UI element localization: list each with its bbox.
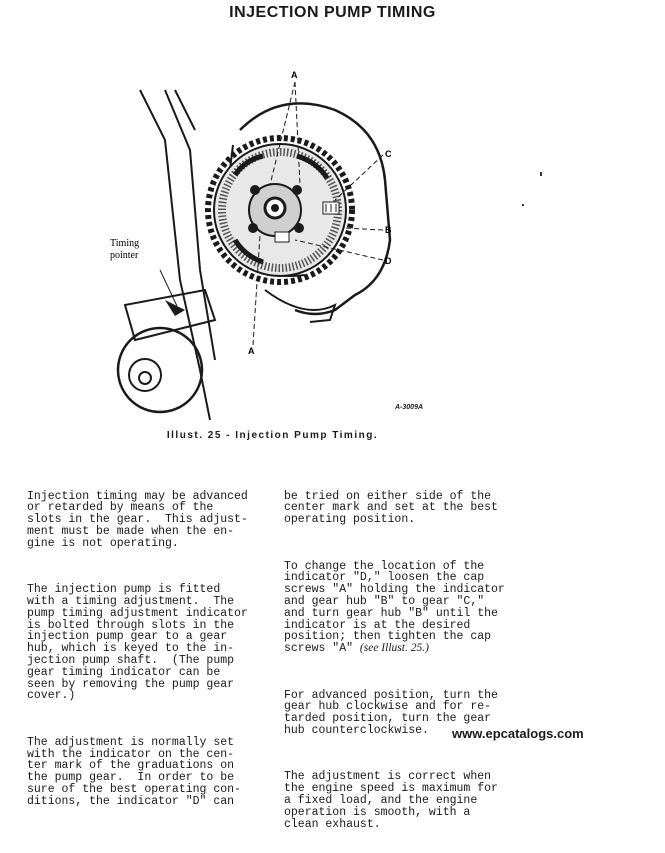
paragraph: To change the location of the indicator "D," loosen the cap screws "A" holding the indicator and gear hub "B" to gear "C," and turn gear hub "B" until the indicator is at the desired position; then tighten the cap screws "A" (see Illust. 25.) [284, 559, 505, 656]
label-d: D [385, 256, 392, 266]
paragraph: The injection pump is fitted with a timing adjustment. The pump timing adjustment indicator is bolted through slots in the injection pump gear to a gear hub, which is keyed to the in- jection pump shaft. (The pump gear timing indicator can be seen by removing the pump gear cover.) [27, 583, 248, 703]
paragraph: be tried on either side of the center mark and set at the best operating position. [284, 489, 498, 527]
label-a-bottom: A [248, 346, 255, 356]
figure-code: A-3009A [395, 404, 424, 411]
label-b: B [385, 225, 392, 235]
scan-speck [522, 204, 524, 206]
watermark: www.epcatalogs.com [452, 726, 584, 741]
see-illustration-reference: (see Illust. 25.) [359, 642, 429, 655]
right-text-column [284, 467, 505, 853]
paragraph: The adjustment is correct when the engine speed is maximum for a fixed load, and the engine operation is smooth, with a clean exhaust. [284, 770, 498, 831]
paragraph: Injection timing may be advanced or retarded by means of the slots in the gear. This adjust- ment must be made when the en- gine is not operating. [27, 489, 248, 550]
timing-pointer-label-line2: pointer [110, 250, 139, 261]
scan-speck [540, 172, 542, 176]
page-title: INJECTION PUMP TIMING [229, 4, 436, 21]
paragraph: The adjustment is normally set with the indicator on the cen- ter mark of the graduations on the pump gear. In order to be sure of the best operating con- ditions, the indicator "D" can [27, 735, 241, 808]
label-a-top: A [291, 70, 298, 80]
left-text-column [27, 467, 248, 830]
injection-pump-illustration [105, 60, 445, 420]
figure-caption: Illust. 25 - Injection Pump Timing. [166, 430, 379, 441]
timing-pointer-label-line1: Timing [110, 238, 140, 249]
label-c: C [385, 149, 392, 159]
paragraph: For advanced position, turn the gear hub clockwise and for re- tarded position, turn the gear hub counterclockwise. [284, 688, 498, 737]
